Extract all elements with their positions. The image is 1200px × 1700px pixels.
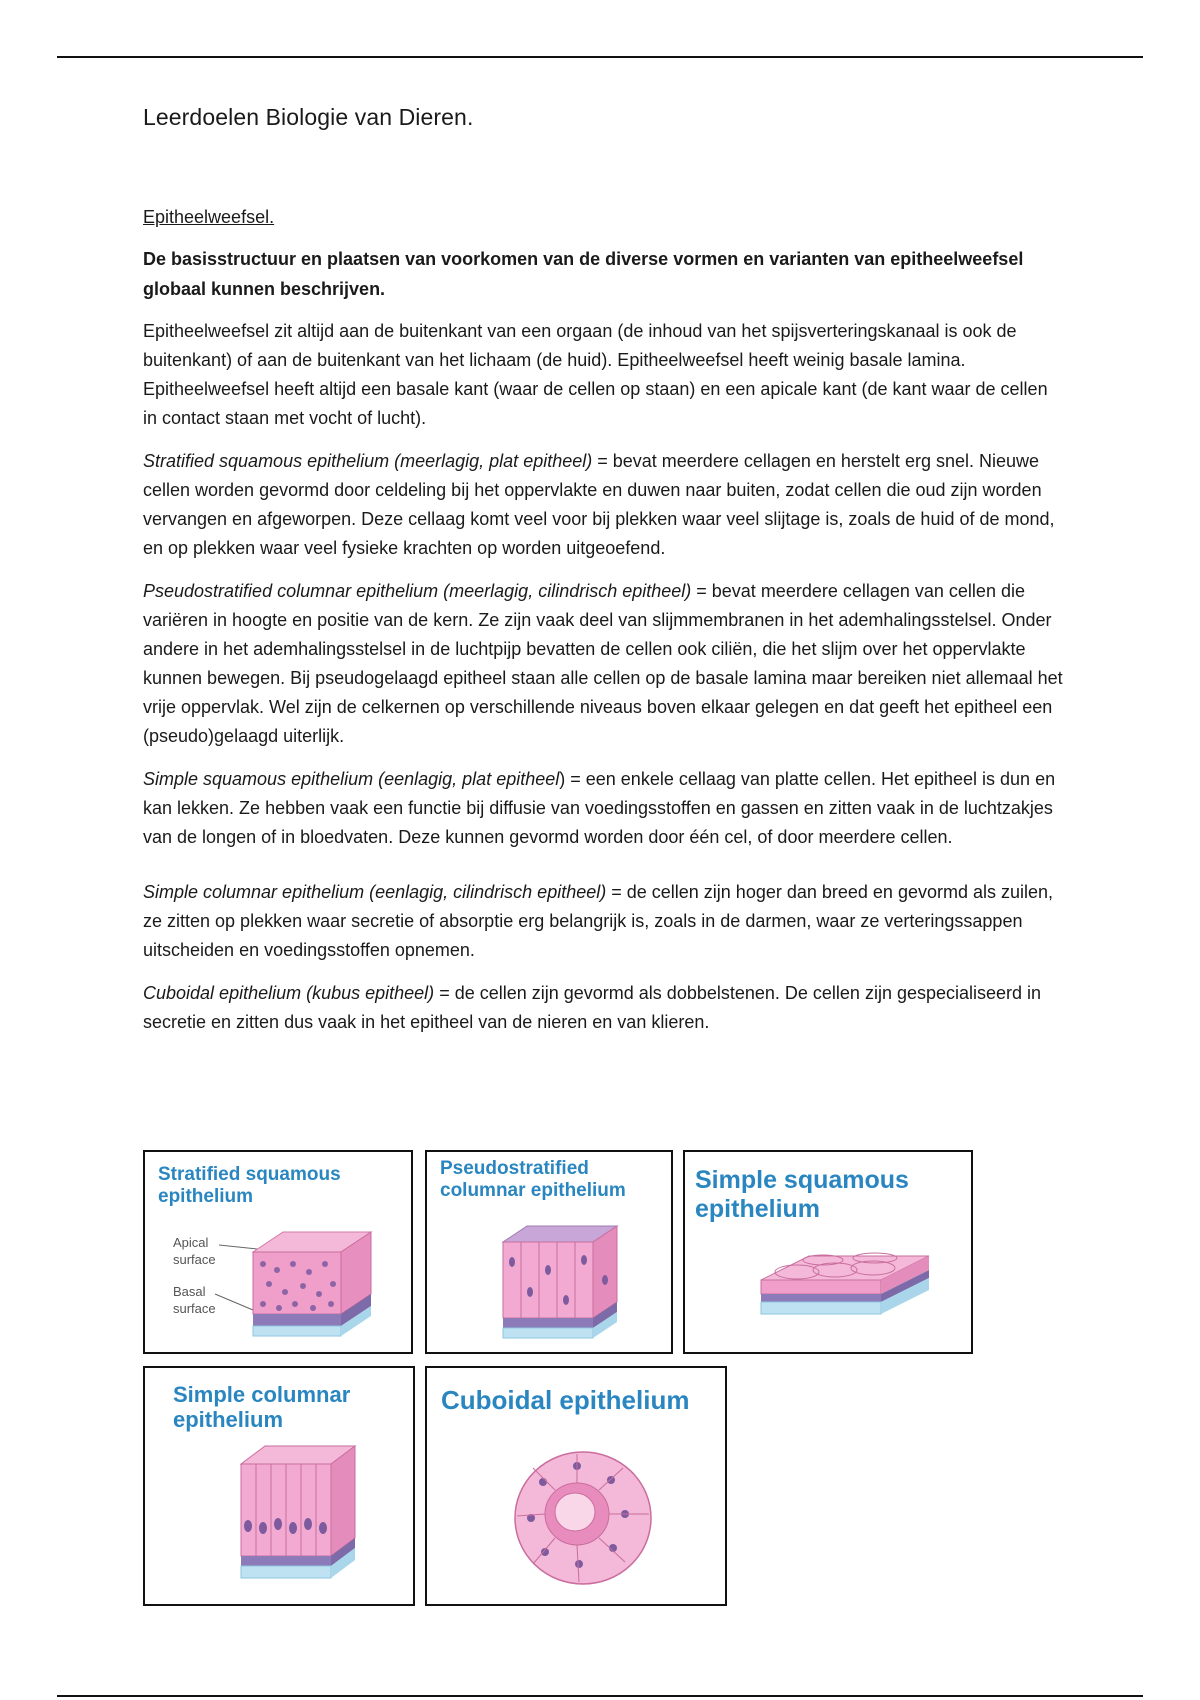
cuboidal-illustration: [427, 1368, 727, 1606]
figure-caption: Simple squamous epithelium: [695, 1166, 909, 1223]
term: Simple squamous epithelium (eenlagig, plat epitheel: [143, 769, 560, 789]
figure-stratified-squamous: [143, 1150, 413, 1354]
paragraph-simple-squamous: [143, 765, 1063, 852]
stratified-squamous-illustration: [145, 1152, 413, 1354]
paragraph-simple-columnar: [143, 878, 1063, 965]
figure-caption: Stratified squamous epithelium: [158, 1164, 341, 1207]
paragraph-cuboidal: [143, 979, 1063, 1037]
term: Cuboidal epithelium (kubus epitheel): [143, 983, 435, 1003]
learning-objective: De basisstructuur en plaatsen van voorkomen van de diverse vormen en varianten van epitheelweefsel globaal kunnen beschrijven.: [143, 249, 1024, 299]
document-body: [143, 104, 1063, 1051]
term: Stratified squamous epithelium (meerlagig, plat epitheel): [143, 451, 593, 471]
pseudostratified-columnar-illustration: [427, 1152, 673, 1354]
term: Pseudostratified columnar epithelium (meerlagig, cilindrisch epitheel): [143, 581, 692, 601]
term: Simple columnar epithelium (eenlagig, cilindrisch epitheel): [143, 882, 607, 902]
bottom-rule: [57, 1695, 1143, 1697]
basal-surface-label: Basal surface: [173, 1284, 216, 1316]
simple-columnar-illustration: [145, 1368, 415, 1606]
page-title: Leerdoelen Biologie van Dieren.: [143, 104, 474, 130]
figure-caption: Pseudostratified columnar epithelium: [440, 1158, 626, 1201]
figure-simple-columnar: [143, 1366, 415, 1606]
definition: = bevat meerdere cellagen en herstelt erg snel. Nieuwe cellen worden gevormd door celdeling bij het oppervlakte en duwen naar buiten, zodat cellen die oud zijn worden vervangen en afgeworpen. Deze cellaag komt veel voor bij plekken waar veel slijtage is, zoals de huid of de mond, en op plekken waar veel fysieke krachten op worden uitgeoefend.: [143, 451, 1055, 558]
intro-paragraph: Epitheelweefsel zit altijd aan de buitenkant van een orgaan (de inhoud van het spijsverteringskanaal is ook de buitenkant) of aan de buitenkant van het lichaam (de huid). Epitheelweefsel heeft weinig basale lamina. Epitheelweefsel heeft altijd een basale kant (waar de cellen op staan) en een apicale kant (de kant waar de cellen in contact staan met vocht of lucht).: [143, 321, 1048, 428]
figure-cuboidal: [425, 1366, 727, 1606]
figure-simple-squamous: [683, 1150, 973, 1354]
definition: ) = een enkele cellaag van platte cellen. Het epitheel is dun en kan lekken. Ze hebben vaak een functie bij diffusie van voedingsstoffen en gassen en zitten vaak in de luchtzakjes van de longen of in bloedvaten. Deze kunnen gevormd worden door één cel, of door meerdere cellen.: [143, 769, 1056, 847]
figure-pseudostratified-columnar: [425, 1150, 673, 1354]
epithelium-figures: [143, 1150, 1003, 1606]
simple-squamous-illustration: [685, 1152, 973, 1354]
figure-caption: Simple columnar epithelium: [173, 1382, 351, 1433]
definition: = de cellen zijn gevormd als dobbelstenen. De cellen zijn gespecialiseerd in secretie en zitten dus vaak in het epitheel van de nieren en van klieren.: [143, 983, 1042, 1032]
definition: = bevat meerdere cellagen van cellen die variëren in hoogte en positie van de kern. Ze zijn vaak deel van slijmmembranen in het ademhalingsstelsel. Onder andere in het ademhalingsstelsel in de luchtpijp bevatten de cellen ook ciliën, die het slijm over het oppervlakte kunnen bewegen. Bij pseudogelaagd epitheel staan alle cellen op de basale lamina maar bereiken niet allemaal het vrije oppervlak. Wel zijn de celkernen op verschillende niveaus boven elkaar gelegen en dat geeft het epitheel een (pseudo)gelaagd uiterlijk.: [143, 581, 1063, 746]
section-heading: Epitheelweefsel.: [143, 207, 275, 227]
definition: = de cellen zijn hoger dan breed en gevormd als zuilen, ze zitten op plekken waar secretie of absorptie erg belangrijk is, zoals in de darmen, waar ze verteringssappen uitscheiden en voedingsstoffen opnemen.: [143, 882, 1054, 960]
apical-surface-label: Apical surface: [173, 1235, 216, 1267]
figure-caption: Cuboidal epithelium: [441, 1385, 690, 1415]
paragraph-stratified-squamous: [143, 447, 1063, 563]
top-rule: [57, 56, 1143, 58]
paragraph-pseudostratified-columnar: [143, 577, 1063, 751]
